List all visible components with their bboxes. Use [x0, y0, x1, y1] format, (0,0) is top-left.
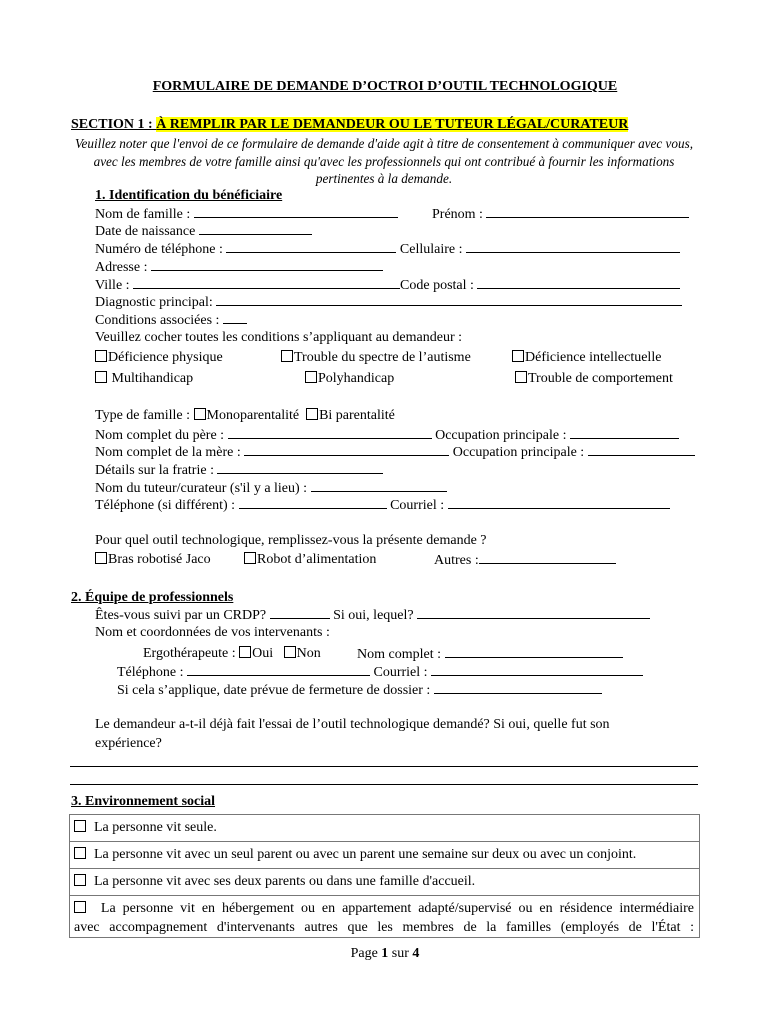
first-name-label: Prénom :	[432, 207, 487, 222]
last-name-field[interactable]	[194, 205, 398, 218]
diagnosis-field[interactable]	[216, 293, 682, 306]
checkbox-icon[interactable]	[306, 408, 318, 420]
closure-date-field[interactable]	[434, 681, 602, 694]
guardian-field[interactable]	[311, 479, 447, 492]
social-env-row	[70, 842, 700, 869]
tool-feeding-robot-option[interactable]	[244, 551, 376, 568]
birth-date-label: Date de naissance	[95, 224, 199, 239]
condition-physical-label: Déficience physique	[108, 350, 223, 365]
single-parent-option[interactable]	[194, 408, 300, 423]
social-env-row	[70, 896, 700, 938]
guardian-label: Nom du tuteur/curateur (s'il y a lieu) :	[95, 481, 311, 496]
social-env-option-one-parent[interactable]	[70, 842, 700, 869]
diagnosis-label: Diagnostic principal:	[95, 295, 217, 310]
email-label: Courriel :	[386, 498, 448, 513]
check-instructions: Veuillez cocher toutes les conditions s’appliquant au demandeur :	[95, 330, 463, 345]
ot-row	[143, 645, 321, 662]
condition-intellectual-label: Déficience intellectuelle	[525, 350, 662, 365]
condition-poly[interactable]	[305, 370, 394, 387]
conditions-row	[95, 311, 247, 329]
family-type-row	[95, 407, 395, 424]
social-env-option-residence[interactable]	[70, 896, 700, 938]
social-env-heading: 3. Environnement social	[71, 794, 216, 809]
identification-heading: 1. Identification du bénéficiaire	[95, 188, 283, 203]
social-env-option-label: La personne vit avec ses deux parents ou dans une famille d'accueil.	[94, 874, 476, 889]
postal-code-label: Code postal :	[400, 278, 478, 293]
crdp-row	[95, 606, 650, 624]
mother-name-field[interactable]	[244, 443, 449, 456]
ot-name-label: Nom complet :	[357, 647, 445, 662]
trial-question: Le demandeur a-t-il déjà fait l'essai de l’outil technologique demandé? Si oui, quelle fut son	[95, 717, 610, 732]
tool-other-field[interactable]	[479, 551, 616, 564]
email-field[interactable]	[448, 496, 670, 509]
condition-multi-label: Multihandicap	[108, 371, 194, 386]
crdp-field[interactable]	[270, 606, 330, 619]
checkbox-icon[interactable]	[515, 371, 527, 383]
single-parent-label: Monoparentalité	[206, 408, 300, 423]
ot-yes-label: Oui	[252, 646, 274, 661]
two-parent-option[interactable]	[306, 408, 395, 423]
two-parent-label: Bi parentalité	[319, 408, 395, 423]
phone-label: Numéro de téléphone :	[95, 242, 227, 257]
alt-phone-label: Téléphone (si différent) :	[95, 498, 239, 513]
city-row	[95, 276, 680, 294]
condition-intellectual[interactable]	[512, 349, 661, 366]
ot-name-row	[357, 645, 623, 663]
address-label: Adresse :	[95, 260, 151, 275]
consent-note: Veuillez noter que l'envoi de ce formulaire de demande d'aide agit à titre de consentement à communiquer avec vous, avec les membres de votre famille ainsi qu'avec les professionnels qui ont contribué à fournir les informations pertinentes à la demande.	[74, 136, 694, 186]
page-footer	[0, 945, 770, 962]
father-name-field[interactable]	[228, 426, 432, 439]
tool-jaco-option[interactable]	[95, 551, 211, 568]
ot-name-field[interactable]	[445, 645, 623, 658]
social-env-option-line-2: avec accompagnement d'intervenants autres que les membres de la familles (employés de l'État :	[74, 920, 694, 935]
phone-field[interactable]	[226, 240, 396, 253]
ot-no-option[interactable]	[284, 646, 321, 661]
mother-name-label: Nom complet de la mère :	[95, 445, 245, 460]
ot-email-field[interactable]	[431, 663, 643, 676]
checkbox-icon[interactable]	[95, 371, 107, 383]
checkbox-icon[interactable]	[244, 552, 256, 564]
social-env-option-label: La personne vit en hébergement ou en appartement adapté/supervisé ou en résidence intermédiaire	[100, 901, 694, 916]
social-env-row	[70, 869, 700, 896]
ot-yes-option[interactable]	[239, 646, 273, 661]
checkbox-icon[interactable]	[284, 646, 296, 658]
first-name-field[interactable]	[486, 205, 689, 218]
section-1-highlight: À REMPLIR PAR LE DEMANDEUR OU LE TUTEUR LÉGAL/CURATEUR	[156, 117, 629, 132]
diagnosis-row	[95, 293, 682, 311]
closure-date-label: Si cela s’applique, date prévue de fermeture de dossier :	[117, 683, 434, 698]
condition-poly-label: Polyhandicap	[318, 371, 395, 386]
address-field[interactable]	[151, 258, 383, 271]
checkbox-icon[interactable]	[95, 350, 107, 362]
condition-autism-label: Trouble du spectre de l’autisme	[294, 350, 471, 365]
crdp-label: Êtes-vous suivi par un CRDP?	[95, 608, 270, 623]
siblings-row	[95, 461, 383, 479]
father-row	[95, 426, 679, 444]
checkbox-icon[interactable]	[95, 552, 107, 564]
last-name-row	[95, 205, 398, 223]
closure-date-row	[117, 681, 602, 699]
last-name-label: Nom de famille :	[95, 207, 194, 222]
form-title: FORMULAIRE DE DEMANDE D’OCTROI D’OUTIL TECHNOLOGIQUE	[152, 79, 618, 94]
social-env-option-label: La personne vit avec un seul parent ou avec un parent une semaine sur deux ou avec un conjoint.	[94, 847, 637, 862]
checkbox-icon[interactable]	[74, 874, 86, 886]
father-name-label: Nom complet du père :	[95, 428, 228, 443]
siblings-field[interactable]	[217, 461, 383, 474]
social-env-option-label: La personne vit seule.	[94, 820, 217, 835]
birth-date-row	[95, 222, 312, 240]
tool-question: Pour quel outil technologique, remplissez-vous la présente demande ?	[95, 533, 487, 548]
answer-line-2[interactable]	[70, 784, 698, 785]
condition-behavior-label: Trouble de comportement	[528, 371, 673, 386]
answer-line-1[interactable]	[70, 766, 698, 767]
section-1-heading	[71, 116, 628, 133]
conditions-label: Conditions associées :	[95, 313, 223, 328]
condition-physical[interactable]	[95, 349, 223, 366]
tool-other-row	[434, 551, 616, 569]
providers-label: Nom et coordonnées de vos intervenants :	[95, 625, 330, 640]
tool-jaco-label: Bras robotisé Jaco	[108, 552, 211, 567]
phone-row	[95, 240, 680, 258]
ot-phone-field[interactable]	[187, 663, 370, 676]
alt-phone-row	[95, 496, 670, 514]
alt-phone-field[interactable]	[239, 496, 387, 509]
page-label: Page	[350, 946, 382, 961]
mother-row	[95, 443, 695, 461]
guardian-row	[95, 479, 447, 497]
condition-multi[interactable]	[95, 370, 193, 387]
social-env-row	[70, 815, 700, 842]
checkbox-icon[interactable]	[194, 408, 206, 420]
page-of-label: sur	[388, 946, 413, 961]
conditions-field[interactable]	[223, 311, 247, 324]
trial-question-cont: expérience?	[95, 736, 162, 751]
social-env-table	[69, 814, 700, 938]
checkbox-icon[interactable]	[74, 901, 86, 913]
father-occupation-label: Occupation principale :	[431, 428, 570, 443]
section-1-label: SECTION 1 :	[71, 117, 157, 132]
birth-date-field[interactable]	[199, 222, 312, 235]
cell-field[interactable]	[466, 240, 680, 253]
ot-phone-label: Téléphone :	[117, 665, 187, 680]
condition-behavior[interactable]	[515, 370, 673, 387]
checkbox-icon[interactable]	[281, 350, 293, 362]
team-heading: 2. Équipe de professionnels	[71, 590, 234, 605]
tool-other-label: Autres :	[434, 553, 479, 568]
ot-label: Ergothérapeute :	[143, 646, 240, 661]
social-env-option-line-1	[74, 899, 694, 918]
page-current: 1	[381, 946, 389, 961]
checkbox-icon[interactable]	[305, 371, 317, 383]
mother-occupation-label: Occupation principale :	[449, 445, 588, 460]
ot-contact-row	[117, 663, 643, 681]
city-field[interactable]	[133, 276, 400, 289]
ot-no-label: Non	[296, 646, 321, 661]
postal-code-field[interactable]	[477, 276, 680, 289]
checkbox-icon[interactable]	[512, 350, 524, 362]
checkbox-icon[interactable]	[239, 646, 251, 658]
checkbox-icon[interactable]	[74, 847, 86, 859]
city-label: Ville :	[95, 278, 134, 293]
page-total: 4	[412, 946, 420, 961]
first-name-row	[432, 205, 689, 223]
checkbox-icon[interactable]	[74, 820, 86, 832]
mother-occupation-field[interactable]	[588, 443, 695, 456]
crdp-which-field[interactable]	[417, 606, 650, 619]
social-env-option-alone[interactable]	[70, 815, 700, 842]
ot-email-label: Courriel :	[369, 665, 432, 680]
family-type-label: Type de famille :	[95, 408, 194, 423]
siblings-label: Détails sur la fratrie :	[95, 463, 218, 478]
crdp-which-label: Si oui, lequel?	[329, 608, 418, 623]
tool-feeding-robot-label: Robot d’alimentation	[257, 552, 377, 567]
address-row	[95, 258, 383, 276]
father-occupation-field[interactable]	[570, 426, 679, 439]
condition-autism[interactable]	[281, 349, 471, 366]
social-env-option-two-parents[interactable]	[70, 869, 700, 896]
cell-label: Cellulaire :	[396, 242, 466, 257]
